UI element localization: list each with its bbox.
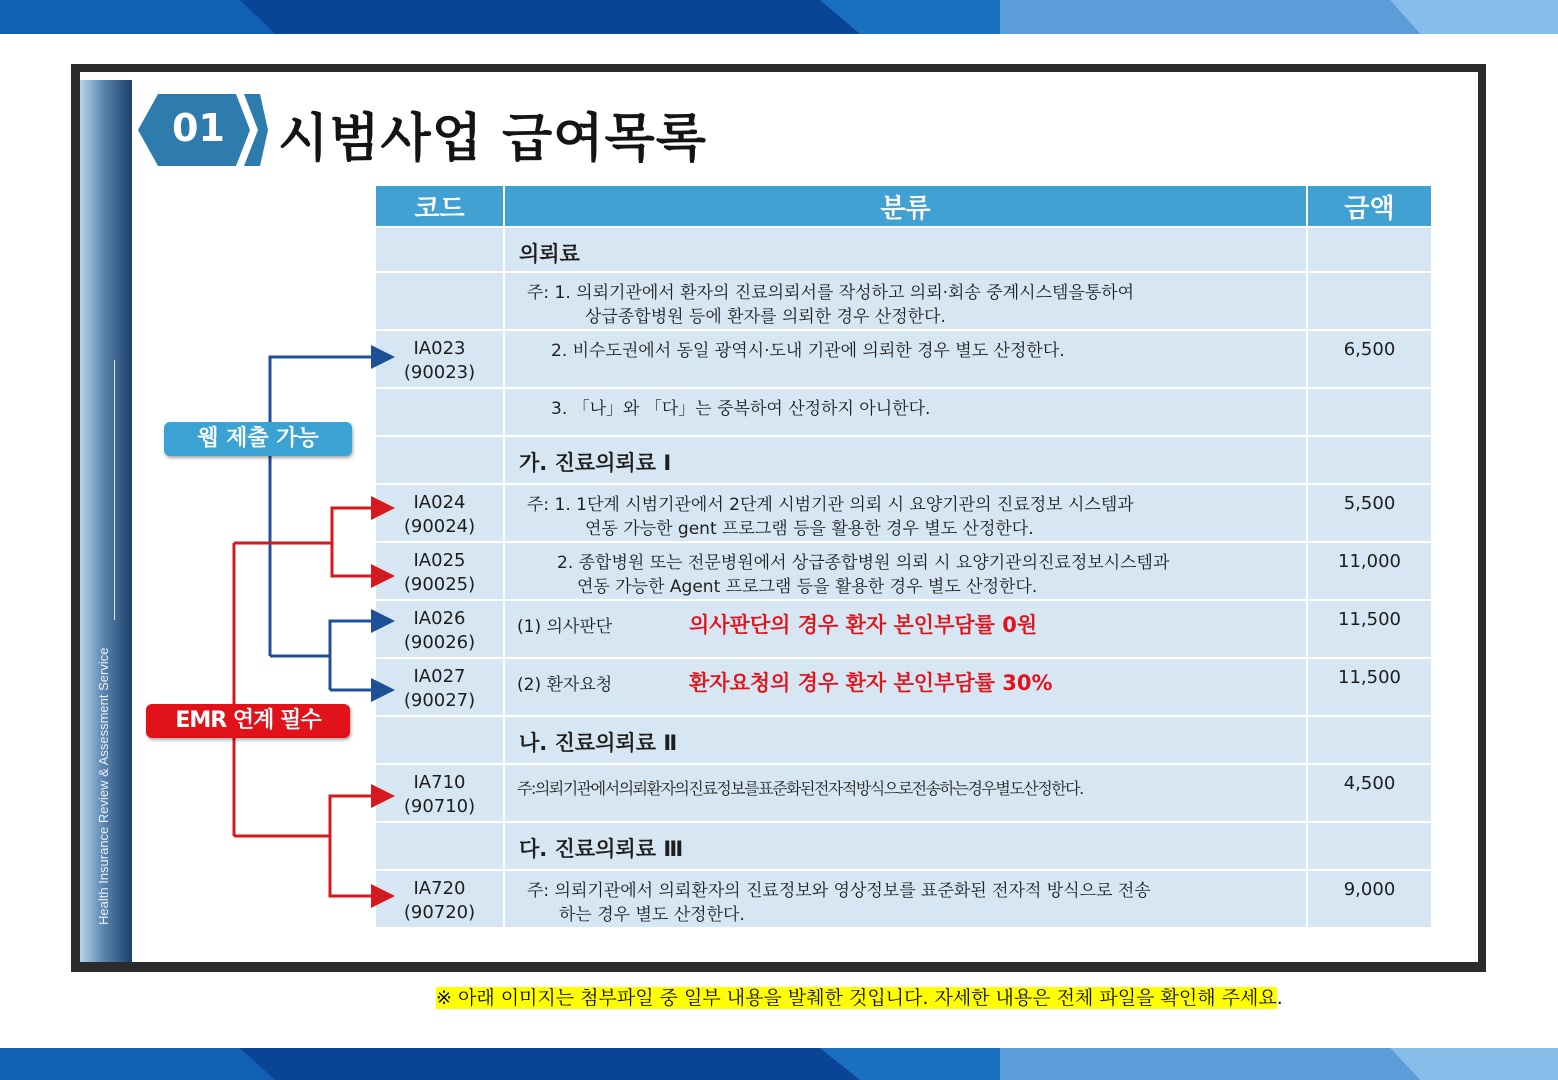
- desc-line: 상급종합병원 등에 환자를 의뢰한 경우 산정한다.: [585, 307, 946, 327]
- code-value: IA710: [413, 772, 466, 793]
- code-legacy: (90023): [403, 362, 476, 383]
- notice-highlight: ※ 아래 이미지는 첨부파일 중 일부 내용을 발췌한 것입니다. 자세한 내용은 전체 파일을 확인해 주세요: [436, 987, 1277, 1009]
- code-legacy: (90710): [403, 796, 476, 817]
- amount-cell: 5,500: [1308, 485, 1431, 541]
- notice-period: .: [1276, 987, 1283, 1009]
- emr-arrow-ia025: [332, 543, 392, 576]
- code-value: IA023: [413, 338, 466, 359]
- amount-cell: 11,500: [1308, 601, 1431, 657]
- section-title: 다. 진료의뢰료 Ⅲ: [505, 823, 1306, 869]
- desc-line: 2. 비수도권에서 동일 광역시·도내 기관에 의뢰한 경우 별도 산정한다.: [551, 341, 1065, 361]
- desc-line: 연동 가능한 Agent 프로그램 등을 활용한 경우 별도 산정한다.: [577, 577, 1038, 597]
- header-code: 코드: [376, 186, 503, 226]
- amount-cell: 9,000: [1308, 871, 1431, 927]
- web-submission-label: 웹 제출 가능: [164, 422, 352, 456]
- emr-arrow-ia024: [332, 508, 392, 543]
- side-caption: Health Insurance Review & Assessment Service: [96, 647, 111, 925]
- desc-line: 주:의뢰기관에서의뢰환자의진료정보를표준화된전자적방식으로전송하는경우별도산정한다.: [517, 779, 1083, 798]
- code-value: IA024: [413, 492, 466, 513]
- desc-line: 연동 가능한 gent 프로그램 등을 활용한 경우 별도 산정한다.: [585, 519, 1034, 539]
- sub-item-label: (1) 의사판단: [517, 617, 613, 637]
- code-value: IA027: [413, 666, 466, 687]
- web-arrow-ia026: [330, 621, 392, 690]
- section-title: 의뢰료: [505, 228, 1306, 271]
- copay-note: 의사판단의 경우 환자 본인부담률 0원: [689, 613, 1038, 637]
- desc-line: 주: 1. 1단계 시범기관에서 2단계 시범기관 의뢰 시 요양기관의 진료정보 시스템과: [527, 495, 1134, 515]
- page-title: 시범사업 급여목록: [278, 109, 707, 169]
- code-value: IA026: [413, 608, 466, 629]
- header-category: 분류: [505, 186, 1306, 226]
- amount-cell: 11,000: [1308, 543, 1431, 599]
- header-amount: 금액: [1308, 186, 1431, 226]
- notice-text: [436, 983, 1283, 1010]
- desc-line: 2. 종합병원 또는 전문병원에서 상급종합병원 의뢰 시 요양기관의진료정보시스템과: [557, 553, 1170, 573]
- bottom-banner-graphic: [0, 1048, 1558, 1080]
- code-legacy: (90025): [403, 574, 476, 595]
- amount-cell: 4,500: [1308, 765, 1431, 821]
- code-legacy: (90720): [403, 902, 476, 923]
- emr-arrow-ia720: [330, 836, 392, 896]
- emr-required-label: EMR 연계 필수: [146, 704, 350, 738]
- code-value: IA720: [413, 878, 466, 899]
- emr-arrow-ia710: [330, 796, 392, 836]
- copay-note: 환자요청의 경우 환자 본인부담률 30%: [689, 671, 1053, 695]
- sub-item-label: (2) 환자요청: [517, 675, 613, 695]
- code-legacy: (90024): [403, 516, 476, 537]
- desc-line: 3. 「나」와 「다」는 중복하여 산정하지 아니한다.: [551, 399, 931, 419]
- code-legacy: (90026): [403, 632, 476, 653]
- section-title: 나. 진료의뢰료 Ⅱ: [505, 717, 1306, 763]
- code-value: IA025: [413, 550, 466, 571]
- desc-line: 하는 경우 별도 산정한다.: [559, 905, 745, 925]
- desc-line: 주: 의뢰기관에서 의뢰환자의 진료정보와 영상정보를 표준화된 전자적 방식으로 전송: [527, 881, 1151, 901]
- bottom-banner: [0, 1048, 1558, 1080]
- code-legacy: (90027): [403, 690, 476, 711]
- amount-cell: 6,500: [1308, 331, 1431, 387]
- amount-cell: 11,500: [1308, 659, 1431, 715]
- desc-line: 주: 1. 의뢰기관에서 환자의 진료의뢰서를 작성하고 의뢰·회송 중계시스템을통하여: [527, 283, 1135, 303]
- title-badge-number: 01: [172, 106, 225, 150]
- section-title: 가. 진료의뢰료 Ⅰ: [505, 437, 1306, 483]
